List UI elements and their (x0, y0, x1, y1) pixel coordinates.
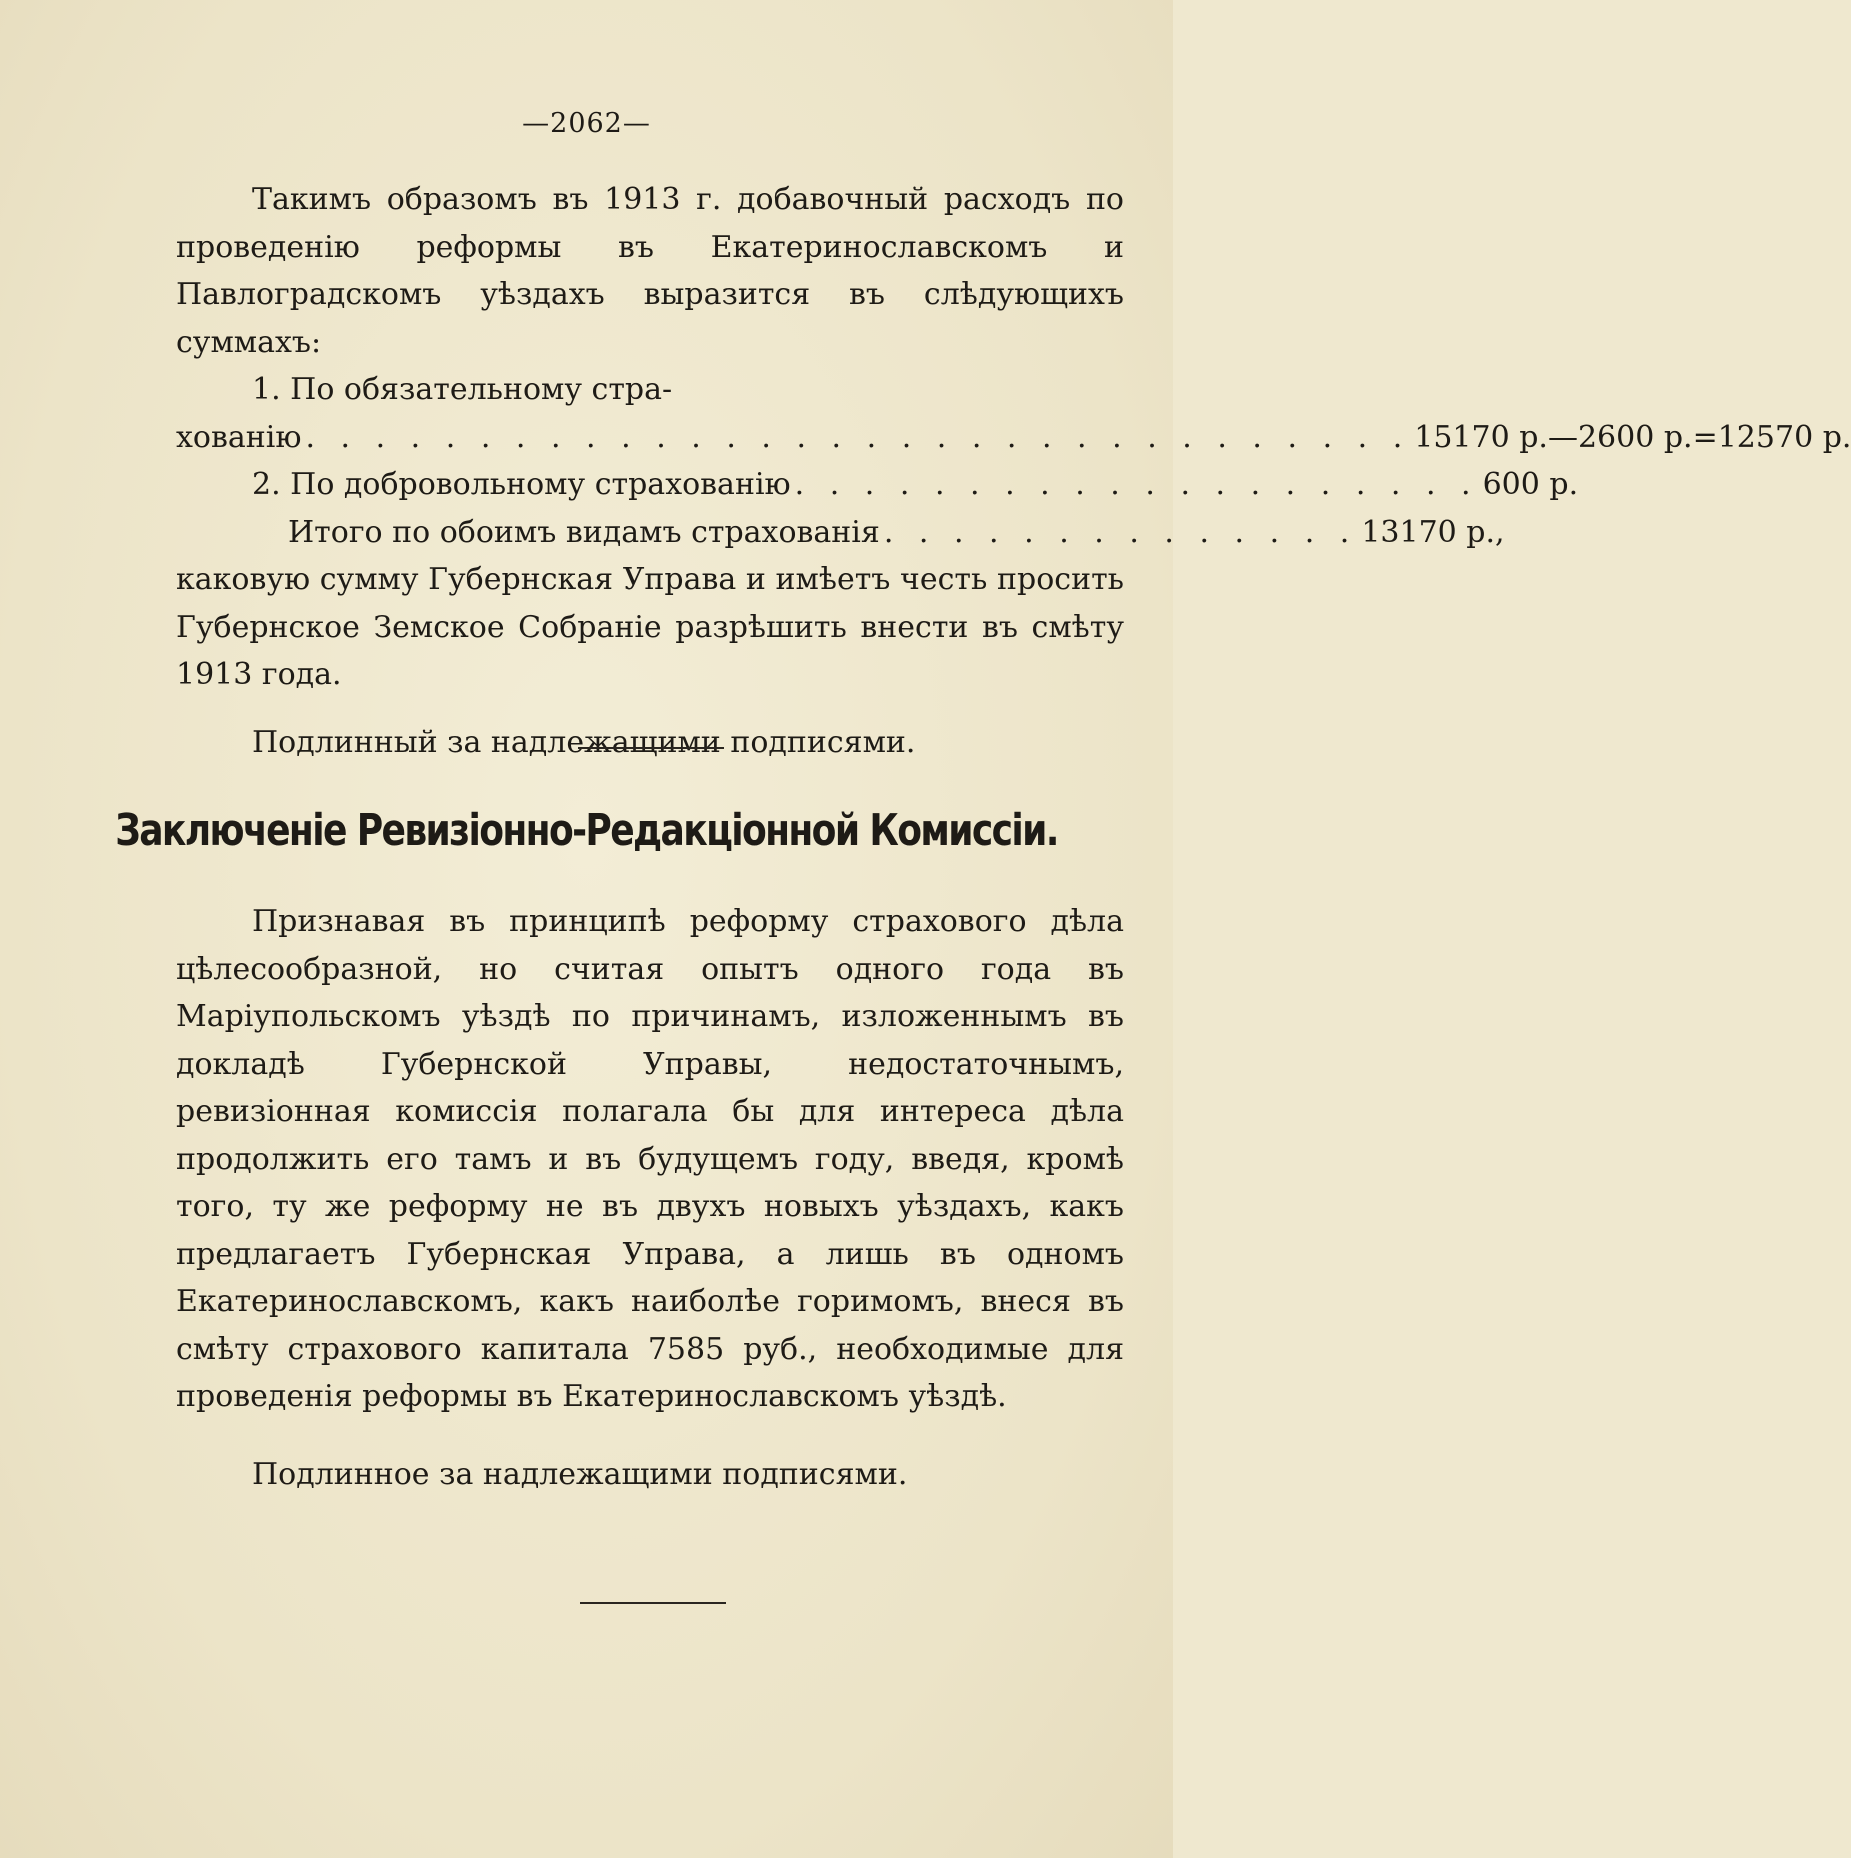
item-1-continuation: хованію (176, 419, 302, 455)
item-1-line-1 (176, 366, 1124, 414)
leader-dots: . . . . . . . . . . . . . . . . . . . . . . . . . . . . . . . . (305, 419, 1411, 455)
page-number: —2062— (522, 108, 651, 139)
divider-rule (578, 747, 724, 749)
leader-dots: . . . . . . . . . . . . . . . . . . . . (794, 467, 1479, 502)
item-1-label: 1. По обязательному стра- (252, 372, 673, 407)
section-budget (176, 176, 1851, 766)
signature-note-1: Подлинный за надлежащими подписями. (252, 724, 916, 760)
leader-dots: . . . . . . . . . . . . . . (883, 514, 1358, 550)
item-1-line-2 (176, 414, 1851, 462)
item-1-value: 15170 р.—2600 р.=12570 р. (1414, 419, 1851, 455)
item-2-label: 2. По добровольному страхованію (252, 467, 791, 502)
divider-rule-bottom (580, 1602, 726, 1604)
total-value: 13170 р., (1361, 514, 1505, 550)
section-commission (176, 898, 1124, 1498)
total-label: Итого по обоимъ видамъ страхованія (288, 514, 880, 550)
closing-paragraph: каковую сумму Губернская Управа и имѣетъ честь просить Губернское Земское Собраніе разрѣшить внести въ смѣту 1913 года. (176, 562, 1124, 692)
section-heading: Заключеніе Ревизіонно-Редакціонной Комиссіи. (115, 805, 1058, 856)
item-2-line (176, 461, 1579, 509)
total-line (176, 509, 1505, 557)
intro-paragraph: Такимъ образомъ въ 1913 г. добавочный расходъ по проведенію реформы въ Екатеринославскомъ и Павлоградскомъ уѣздахъ выразится въ слѣдующихъ суммахъ: (176, 182, 1124, 360)
commission-paragraph: Признавая въ принципѣ реформу страхового дѣла цѣлесообразной, но считая опытъ одного года въ Маріупольскомъ уѣздѣ по причинамъ, изложеннымъ въ докладѣ Губернской Управы, недостаточнымъ, ревизіонная комиссія полагала бы для интереса дѣла продолжить его тамъ и въ будущемъ году, введя, кромѣ того, ту же реформу не въ двухъ новыхъ уѣздахъ, какъ предлагаетъ Губернская Управа, а лишь въ одномъ Екатеринославскомъ, какъ наиболѣе горимомъ, внеся въ смѣту страхового капитала 7585 руб., необходимые для проведенія реформы въ Екатеринославскомъ уѣздѣ. (176, 904, 1124, 1414)
signature-note-2: Подлинное за надлежащими подписями. (252, 1456, 908, 1492)
item-2-value: 600 р. (1482, 467, 1579, 502)
